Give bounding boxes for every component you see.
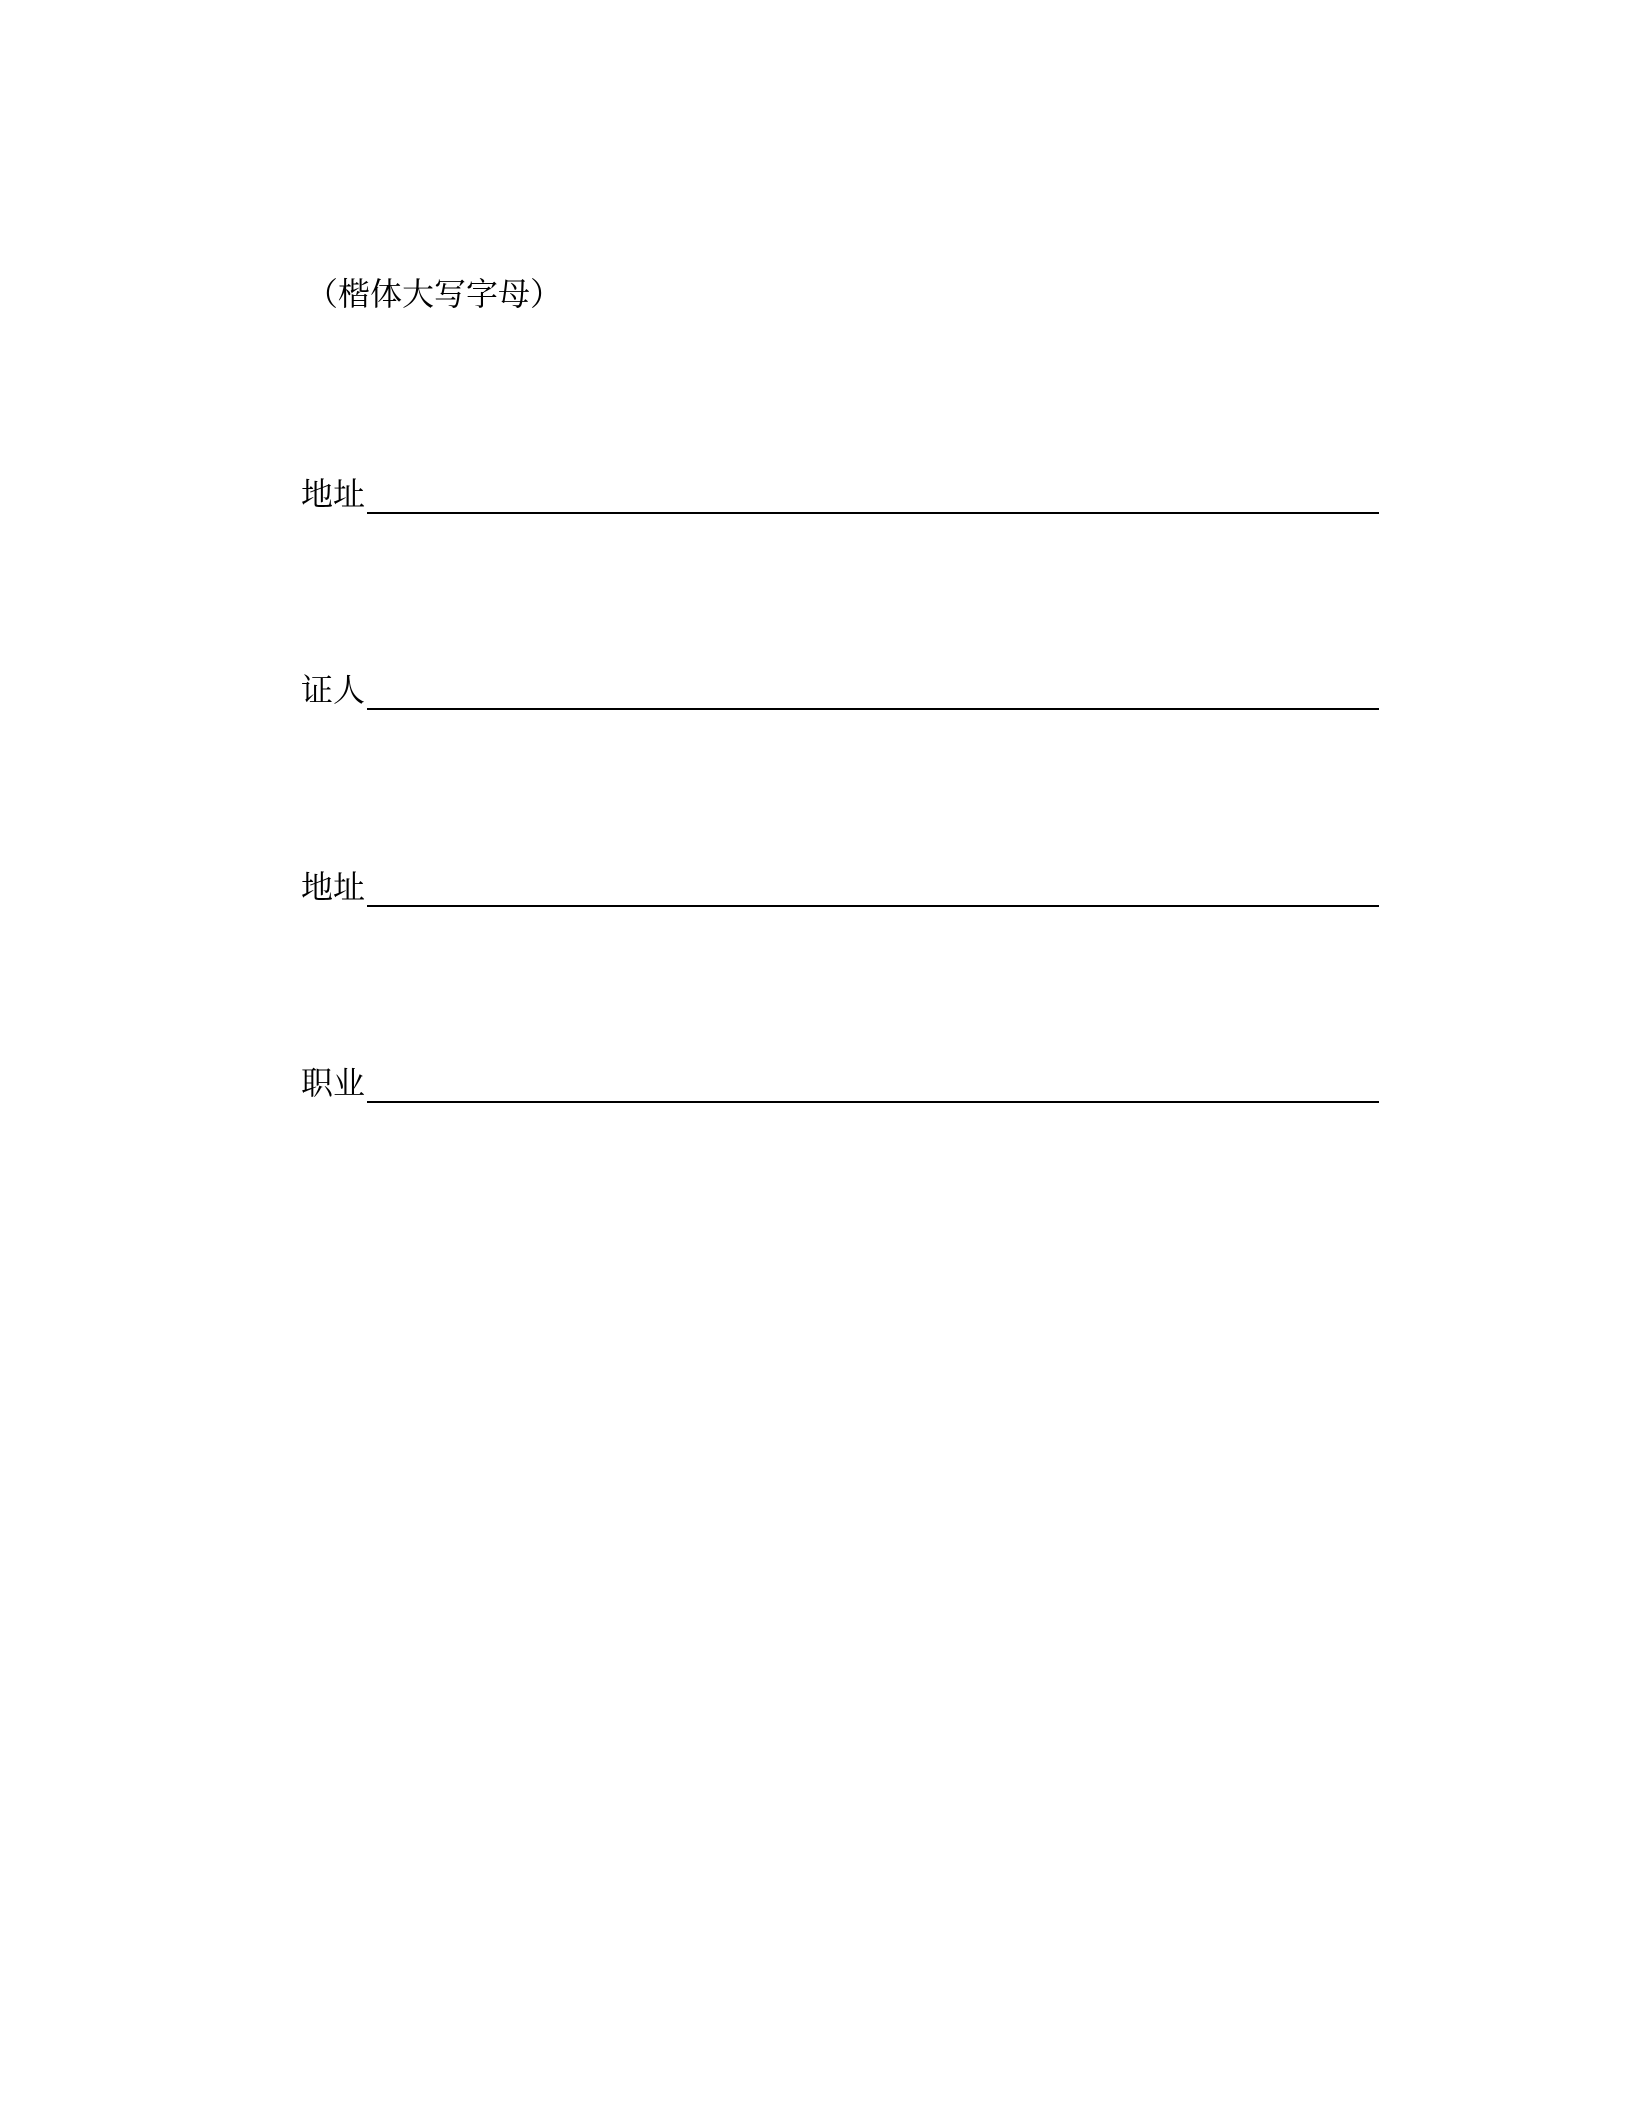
witness-field [301, 666, 1379, 712]
witness-blank-line[interactable] [367, 708, 1379, 710]
occupation-field [301, 1059, 1379, 1105]
occupation-blank-line[interactable] [367, 1101, 1379, 1103]
address-blank-line[interactable] [367, 512, 1379, 514]
block-capitals-note: （楷体大写字母） [306, 275, 563, 313]
witness-address-blank-line[interactable] [367, 905, 1379, 907]
occupation-label: 职业 [301, 1064, 366, 1102]
address-label: 地址 [301, 475, 366, 513]
witness-address-field [301, 863, 1379, 909]
witness-address-label: 地址 [301, 868, 366, 906]
address-field [301, 470, 1379, 516]
witness-label: 证人 [301, 671, 366, 709]
